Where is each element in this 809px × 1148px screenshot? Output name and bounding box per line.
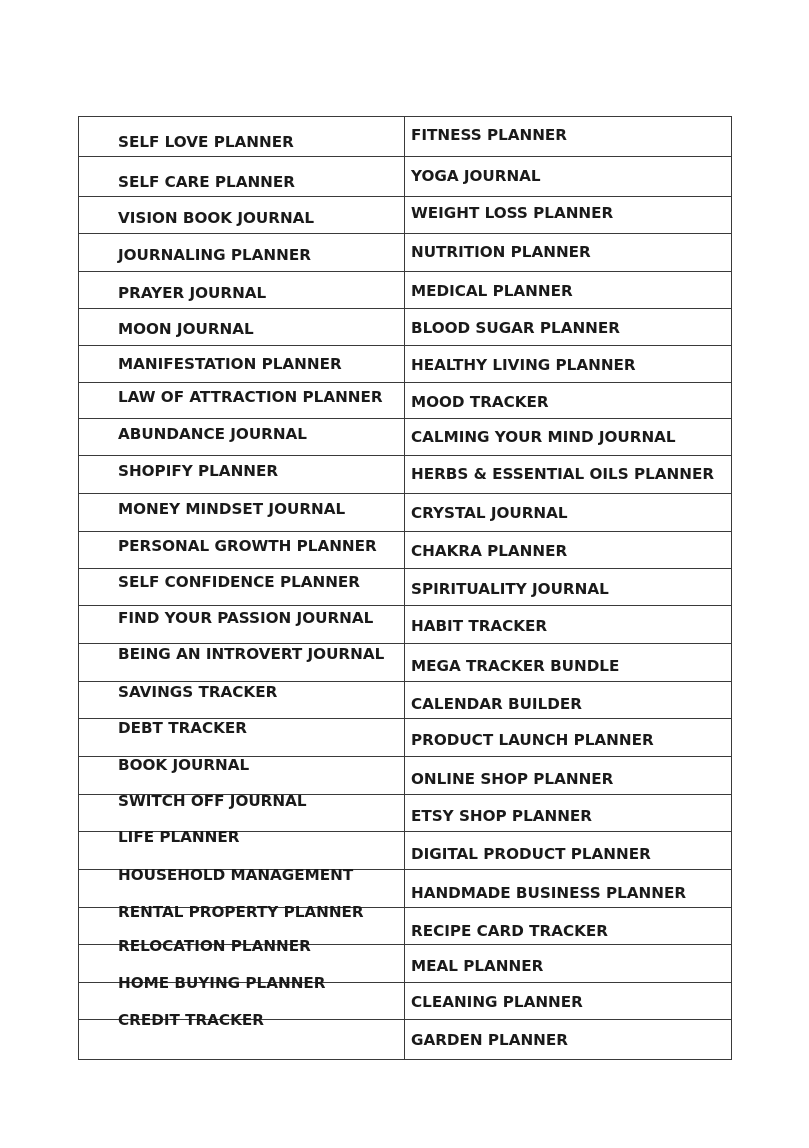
right-column-cell: NUTRITION PLANNER bbox=[411, 243, 591, 261]
right-column-cell: MEGA TRACKER BUNDLE bbox=[411, 657, 620, 675]
left-column-cell: HOUSEHOLD MANAGEMENT bbox=[118, 866, 354, 884]
row-separator bbox=[78, 196, 731, 197]
column-divider bbox=[404, 116, 405, 1060]
row-separator bbox=[78, 156, 731, 157]
right-column-cell: WEIGHT LOSS PLANNER bbox=[411, 204, 614, 222]
right-column-cell: ETSY SHOP PLANNER bbox=[411, 807, 592, 825]
table-border-right bbox=[731, 116, 732, 1060]
left-column-cell: FIND YOUR PASSION JOURNAL bbox=[118, 609, 374, 627]
left-column-cell: RENTAL PROPERTY PLANNER bbox=[118, 903, 364, 921]
right-column-cell: HERBS & ESSENTIAL OILS PLANNER bbox=[411, 465, 715, 483]
left-column-cell: SHOPIFY PLANNER bbox=[118, 462, 279, 480]
left-column-cell: VISION BOOK JOURNAL bbox=[118, 209, 315, 227]
row-separator bbox=[78, 568, 731, 569]
left-column-cell: SELF LOVE PLANNER bbox=[118, 133, 294, 151]
left-column-cell: PRAYER JOURNAL bbox=[118, 284, 267, 302]
left-column-cell: MANIFESTATION PLANNER bbox=[118, 355, 342, 373]
right-column-cell: CALENDAR BUILDER bbox=[411, 695, 582, 713]
row-separator bbox=[78, 382, 731, 383]
left-column-cell: RELOCATION PLANNER bbox=[118, 937, 311, 955]
right-column-cell: FITNESS PLANNER bbox=[411, 126, 568, 144]
row-separator bbox=[78, 531, 731, 532]
left-column-cell: SAVINGS TRACKER bbox=[118, 683, 278, 701]
row-separator bbox=[78, 493, 731, 494]
right-column-cell: DIGITAL PRODUCT PLANNER bbox=[411, 845, 651, 863]
right-column-cell: CLEANING PLANNER bbox=[411, 993, 583, 1011]
left-column-cell: LIFE PLANNER bbox=[118, 828, 240, 846]
left-column-cell: ABUNDANCE JOURNAL bbox=[118, 425, 307, 443]
left-column-cell: CREDIT TRACKER bbox=[118, 1011, 264, 1029]
row-separator bbox=[78, 345, 731, 346]
right-column-cell: RECIPE CARD TRACKER bbox=[411, 922, 608, 940]
table-border-left bbox=[78, 116, 79, 1060]
right-column-cell: ONLINE SHOP PLANNER bbox=[411, 770, 614, 788]
left-column-cell: SELF CONFIDENCE PLANNER bbox=[118, 573, 360, 591]
right-column-cell: MOOD TRACKER bbox=[411, 393, 549, 411]
right-column-cell: CHAKRA PLANNER bbox=[411, 542, 568, 560]
right-column-cell: CALMING YOUR MIND JOURNAL bbox=[411, 428, 676, 446]
row-separator bbox=[78, 418, 731, 419]
left-column-cell: HOME BUYING PLANNER bbox=[118, 974, 326, 992]
left-column-cell: DEBT TRACKER bbox=[118, 719, 247, 737]
right-column-cell: GARDEN PLANNER bbox=[411, 1031, 568, 1049]
row-separator bbox=[78, 233, 731, 234]
left-column-cell: PERSONAL GROWTH PLANNER bbox=[118, 537, 377, 555]
row-separator bbox=[78, 681, 731, 682]
left-column-cell: BOOK JOURNAL bbox=[118, 756, 250, 774]
right-column-cell: PRODUCT LAUNCH PLANNER bbox=[411, 731, 654, 749]
left-column-cell: MONEY MINDSET JOURNAL bbox=[118, 500, 346, 518]
right-column-cell: YOGA JOURNAL bbox=[411, 167, 541, 185]
right-column-cell: MEDICAL PLANNER bbox=[411, 282, 573, 300]
right-column-cell: MEAL PLANNER bbox=[411, 957, 544, 975]
right-column-cell: HEALTHY LIVING PLANNER bbox=[411, 356, 636, 374]
left-column-cell: MOON JOURNAL bbox=[118, 320, 254, 338]
row-separator bbox=[78, 643, 731, 644]
left-column-cell: SWITCH OFF JOURNAL bbox=[118, 792, 307, 810]
row-separator bbox=[78, 455, 731, 456]
left-column-cell: JOURNALING PLANNER bbox=[118, 246, 311, 264]
right-column-cell: CRYSTAL JOURNAL bbox=[411, 504, 568, 522]
row-separator bbox=[78, 271, 731, 272]
right-column-cell: HANDMADE BUSINESS PLANNER bbox=[411, 884, 687, 902]
right-column-cell: HABIT TRACKER bbox=[411, 617, 548, 635]
right-column-cell: BLOOD SUGAR PLANNER bbox=[411, 319, 620, 337]
left-column-cell: BEING AN INTROVERT JOURNAL bbox=[118, 645, 385, 663]
row-separator bbox=[78, 605, 731, 606]
left-column-cell: SELF CARE PLANNER bbox=[118, 173, 295, 191]
right-column-cell: SPIRITUALITY JOURNAL bbox=[411, 580, 609, 598]
left-column-cell: LAW OF ATTRACTION PLANNER bbox=[118, 388, 383, 406]
row-separator bbox=[78, 308, 731, 309]
